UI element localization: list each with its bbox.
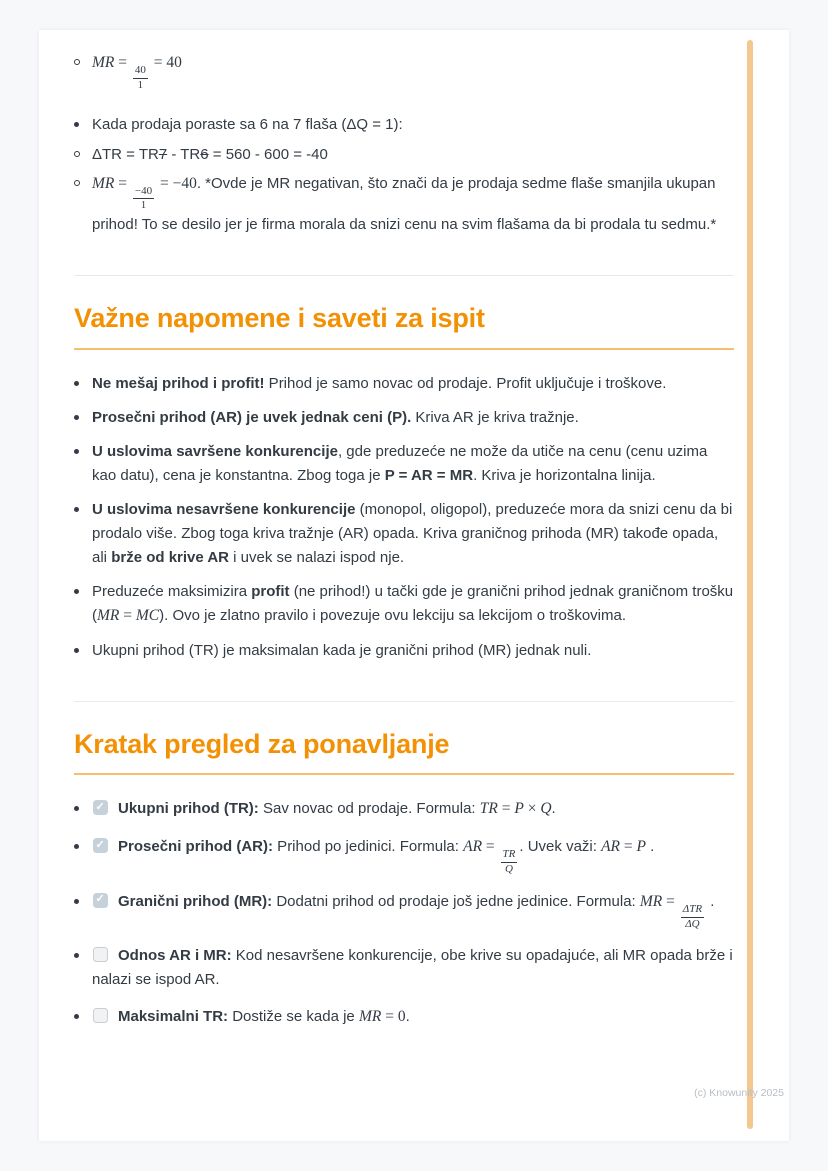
text-segment: P — [514, 800, 524, 818]
item-text — [92, 797, 734, 822]
list-item — [74, 639, 734, 663]
document-page — [39, 30, 789, 1141]
section-divider — [74, 275, 734, 276]
text-segment: = — [620, 838, 637, 856]
item-text — [92, 639, 734, 663]
text-segment: Maksimalni TR: — [118, 1008, 229, 1026]
list-item — [74, 51, 734, 93]
fraction: $\frac{\text{ΔTR}}{\Delta Q}$ — [682, 902, 703, 930]
text-segment: Dostiže se kada je — [228, 1008, 359, 1026]
fraction: $\frac{-40}{1}$ — [134, 184, 153, 212]
text-segment: U uslovima savršene konkurencije — [92, 442, 338, 460]
text-segment: . *Ovde je MR negativan, što znači da je prodaja sedme flaše smanjila ukupan prihod! To se desilo jer je firma morala da snizi cenu na svim flašama da bi prodala tu sedmu.* — [92, 174, 717, 234]
text-segment: . — [405, 1008, 410, 1026]
item-text — [92, 143, 734, 167]
document-content — [74, 51, 734, 1030]
text-segment: AR — [601, 838, 621, 856]
fraction: $\frac{TR}{Q}$ — [502, 848, 516, 875]
circle-bullet-icon — [74, 172, 92, 238]
section-title-napomene: Važne napomene i saveti za ispit — [74, 302, 734, 350]
text-segment: MC — [135, 606, 160, 624]
item-text — [92, 440, 734, 488]
accent-bar — [747, 40, 753, 1129]
text-segment: Q — [540, 800, 552, 818]
list-item — [74, 1005, 734, 1030]
item-text — [92, 890, 734, 932]
text-segment: . — [645, 838, 655, 856]
text-segment: Ukupni prihod (TR) je maksimalan kada je granični prihod (MR) jednak nuli. — [92, 641, 592, 659]
disc-bullet-icon — [74, 1005, 92, 1030]
text-segment: P — [636, 838, 646, 856]
text-segment: MR — [639, 892, 663, 910]
disc-bullet-icon — [74, 580, 92, 629]
text-segment: = — [662, 892, 679, 910]
text-segment: MR — [97, 606, 120, 624]
item-text — [92, 113, 734, 137]
text-segment: profit — [251, 582, 290, 600]
text-segment: 6 — [200, 145, 209, 163]
disc-bullet-icon — [74, 406, 92, 430]
disc-bullet-icon — [74, 797, 92, 822]
section-pregled — [74, 728, 734, 1030]
watermark: (c) Knowunity 2025 — [694, 1087, 784, 1099]
list-item — [74, 113, 734, 137]
list-item — [74, 440, 734, 488]
list-item — [74, 372, 734, 396]
disc-bullet-icon — [74, 372, 92, 396]
text-segment: MR — [92, 174, 115, 192]
list-item — [74, 944, 734, 992]
disc-bullet-icon — [74, 944, 92, 992]
item-text — [92, 944, 734, 992]
text-segment: = — [497, 800, 515, 818]
text-segment: . — [706, 892, 715, 910]
text-segment: Preduzeće maksimizira — [92, 582, 252, 600]
text-segment: = — [114, 54, 131, 71]
item-text — [92, 580, 734, 629]
text-segment: Kod nesavršene konkurencije, obe krive su opadajuće, ali MR opada brže i nalazi se ispod AR. — [92, 947, 733, 989]
text-segment: , gde preduzeće ne može da utiče na cenu (cenu uzima kao datu), cena je konstantna. Zbog toga je — [92, 442, 708, 484]
list-item — [74, 580, 734, 629]
text-segment: . — [551, 800, 556, 818]
item-text — [92, 372, 734, 396]
text-segment: = — [482, 838, 499, 856]
text-segment: = 560 - 600 = -40 — [208, 145, 328, 163]
list-item — [74, 797, 734, 822]
text-segment: (monopol, oligopol), preduzeće mora da snizi cenu da bi prodalo više. Zbog toga kriva tražnje (AR) opada. Kriva graničnog prihoda (MR) takođe opada, ali — [92, 500, 733, 566]
disc-bullet-icon — [74, 639, 92, 663]
checkbox-unchecked[interactable] — [93, 947, 108, 962]
text-segment: P = AR = MR — [384, 466, 474, 484]
section-napomene — [74, 302, 734, 663]
disc-bullet-icon — [74, 113, 92, 137]
text-segment: ). Ovo je zlatno pravilo i povezuje ovu lekciju sa lekcijom o troškovima. — [159, 606, 627, 624]
text-segment: Dodatni prihod od prodaje još jedne jedinice. Formula: — [272, 892, 640, 910]
text-segment: Prosečni prihod (AR): — [118, 838, 274, 856]
text-segment: Prihod je samo novac od prodaje. Profit uključuje i troškove. — [264, 374, 667, 392]
text-segment: - TR — [167, 145, 201, 163]
circle-bullet-icon — [74, 143, 92, 167]
checkbox-checked[interactable] — [93, 838, 108, 853]
text-segment: Granični prihod (MR): — [118, 892, 273, 910]
fraction: $\frac{40}{1}$ — [134, 64, 146, 91]
text-segment: Kriva AR je kriva tražnje. — [411, 408, 579, 426]
text-segment: MR — [358, 1008, 382, 1026]
text-segment: × — [523, 800, 541, 818]
checkbox-checked[interactable] — [93, 800, 108, 815]
item-text — [92, 1005, 734, 1030]
list-item — [74, 890, 734, 932]
item-text — [92, 835, 734, 877]
intro-list — [74, 51, 734, 237]
text-segment: = −40 — [156, 174, 197, 192]
disc-bullet-icon — [74, 498, 92, 570]
text-segment: brže od krive AR — [111, 548, 229, 566]
text-segment: Odnos AR i MR: — [118, 947, 232, 965]
list-item — [74, 406, 734, 430]
text-segment: ΔTR = TR — [92, 145, 159, 163]
section-divider — [74, 701, 734, 702]
item-text — [92, 172, 734, 238]
disc-bullet-icon — [74, 440, 92, 488]
list-item — [74, 143, 734, 167]
section-title-pregled: Kratak pregled za ponavljanje — [74, 728, 734, 776]
checkbox-unchecked[interactable] — [93, 1008, 108, 1023]
text-segment: AR — [463, 838, 483, 856]
text-segment: . Kriva je horizontalna linija. — [473, 466, 656, 484]
text-segment: Prosečni prihod (AR) je uvek jednak ceni (P). — [92, 408, 412, 426]
item-text — [92, 406, 734, 430]
item-text — [92, 498, 734, 570]
text-segment: = — [119, 606, 136, 624]
list-item — [74, 498, 734, 570]
text-segment: = 0 — [381, 1008, 406, 1026]
text-segment: Prihod po jedinici. Formula: — [273, 838, 464, 856]
text-segment: 7 — [158, 145, 168, 163]
pregled-checklist — [74, 797, 734, 1030]
list-item — [74, 172, 734, 238]
text-segment: (ne prihod!) u tački gde je granični prihod jednak graničnom trošku ( — [92, 582, 734, 624]
text-segment: Kada prodaja poraste sa 6 na 7 flaša (ΔQ = 1): — [92, 115, 403, 133]
circle-bullet-icon — [74, 51, 92, 93]
napomene-list — [74, 372, 734, 663]
text-segment: TR — [479, 800, 498, 818]
text-segment: . Uvek važi: — [519, 838, 602, 856]
disc-bullet-icon — [74, 835, 92, 877]
text-segment: U uslovima nesavršene konkurencije — [92, 500, 356, 518]
text-segment: Ne mešaj prihod i profit! — [92, 374, 265, 392]
text-segment: = 40 — [149, 54, 182, 71]
text-segment: = — [114, 174, 131, 192]
text-segment: i uvek se nalazi ispod nje. — [229, 548, 405, 566]
disc-bullet-icon — [74, 890, 92, 932]
checkbox-checked[interactable] — [93, 893, 108, 908]
item-text — [92, 51, 734, 93]
text-segment: MR — [92, 54, 115, 71]
text-segment: Sav novac od prodaje. Formula: — [258, 800, 480, 818]
list-item — [74, 835, 734, 877]
text-segment: Ukupni prihod (TR): — [118, 800, 259, 818]
